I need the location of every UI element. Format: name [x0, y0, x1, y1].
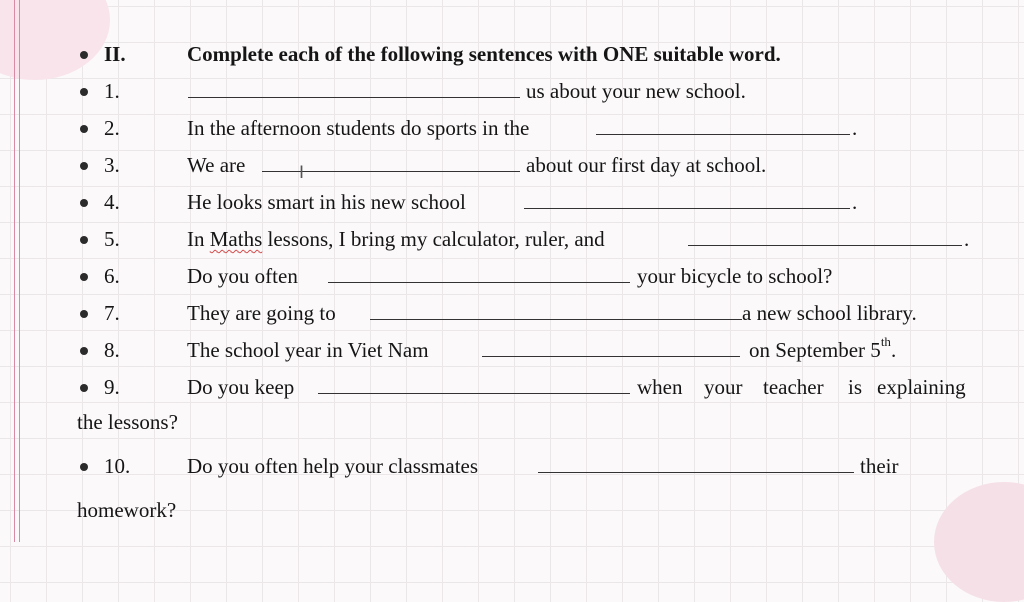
answer-blank[interactable] — [596, 134, 850, 135]
question-text-before — [187, 221, 605, 258]
question-end: . — [852, 190, 858, 214]
bullet-icon — [80, 384, 88, 392]
text-word: explaining — [877, 375, 966, 399]
answer-blank[interactable] — [688, 245, 962, 246]
question-text-before: Do you keep — [187, 375, 295, 399]
question-number: 9. — [104, 375, 120, 399]
question-2 — [0, 110, 1024, 147]
question-number: 1. — [104, 79, 120, 103]
text-word: teacher — [763, 375, 824, 399]
text-word: on September 5 — [749, 338, 881, 362]
question-text-continuation: the lessons? — [77, 410, 178, 434]
question-end: . — [890, 338, 897, 362]
question-number: 10. — [104, 454, 131, 478]
section-number: II. — [104, 42, 126, 66]
question-10 — [0, 448, 1024, 485]
text-word: is — [848, 375, 863, 399]
spellcheck-word: Maths — [209, 227, 263, 251]
text-word: when — [637, 375, 683, 399]
question-number: 6. — [104, 264, 120, 288]
text-word: lessons, I bring my calculator, ruler, and — [267, 227, 605, 251]
question-4 — [0, 184, 1024, 221]
bullet-icon — [80, 236, 88, 244]
text-word: In — [187, 227, 205, 251]
question-9-continuation — [0, 404, 1024, 441]
bullet-icon — [80, 88, 88, 96]
answer-blank[interactable] — [370, 319, 742, 320]
question-number: 5. — [104, 227, 120, 251]
bullet-icon — [80, 162, 88, 170]
question-text-continuation: homework? — [77, 498, 177, 522]
answer-blank[interactable] — [538, 472, 854, 473]
question-text-after — [749, 332, 896, 369]
question-1 — [0, 73, 1024, 110]
bullet-icon — [80, 125, 88, 133]
question-7 — [0, 295, 1024, 332]
question-text-after: a new school library. — [742, 301, 917, 325]
bullet-icon — [80, 273, 88, 281]
text-word: your — [704, 375, 743, 399]
question-5 — [0, 221, 1024, 258]
question-text-before: He looks smart in his new school — [187, 190, 466, 214]
question-text-before: They are going to — [187, 301, 336, 325]
question-end: . — [964, 227, 970, 251]
bullet-icon — [80, 199, 88, 207]
question-8 — [0, 332, 1024, 369]
superscript: th — [880, 334, 891, 349]
answer-blank[interactable] — [328, 282, 630, 283]
question-6 — [0, 258, 1024, 295]
question-number: 7. — [104, 301, 120, 325]
question-text-after: their — [860, 454, 899, 478]
question-text-after: about our first day at school. — [526, 153, 767, 177]
question-number: 8. — [104, 338, 120, 362]
question-9 — [0, 369, 1024, 406]
answer-blank[interactable] — [482, 356, 740, 357]
section-instruction: Complete each of the following sentences with ONE suitable word. — [187, 42, 781, 66]
question-end: . — [852, 116, 858, 140]
question-10-continuation — [0, 492, 1024, 529]
question-text-before: The school year in Viet Nam — [187, 338, 429, 362]
answer-blank[interactable] — [524, 208, 850, 209]
bullet-icon — [80, 310, 88, 318]
bullet-icon — [80, 347, 88, 355]
answer-blank[interactable] — [318, 393, 630, 394]
question-text-before: Do you often help your classmates — [187, 454, 479, 478]
question-number: 3. — [104, 153, 120, 177]
bullet-icon — [80, 51, 88, 59]
answer-blank[interactable] — [188, 97, 520, 98]
question-text-after: us about your new school. — [526, 79, 746, 103]
question-number: 2. — [104, 116, 120, 140]
text-cursor-icon: I — [299, 163, 305, 183]
question-text-before: We are — [187, 153, 246, 177]
question-text-before: Do you often — [187, 264, 298, 288]
section-heading — [0, 36, 1024, 73]
question-text-before: In the afternoon students do sports in the — [187, 116, 530, 140]
bullet-icon — [80, 463, 88, 471]
question-text-after: your bicycle to school? — [637, 264, 833, 288]
question-3 — [0, 147, 1024, 184]
question-number: 4. — [104, 190, 120, 214]
